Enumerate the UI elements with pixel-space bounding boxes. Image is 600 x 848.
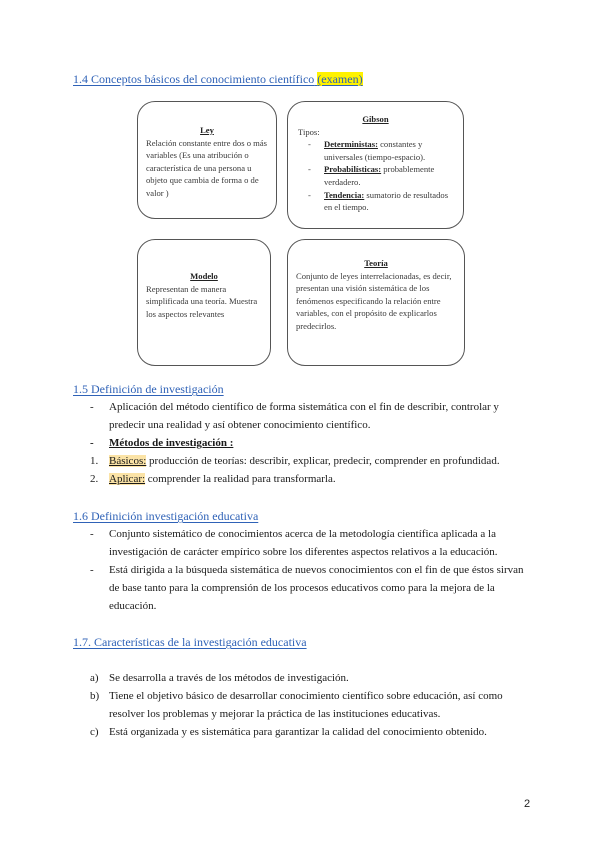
heading-text: 1.4 Conceptos básicos del conocimiento científico xyxy=(73,72,315,86)
box-title: Ley xyxy=(200,125,214,135)
section-heading-1-7: 1.7. Características de la investigación educativa xyxy=(73,635,307,649)
term: Tendencia: xyxy=(324,189,365,200)
section-1-6-body xyxy=(90,525,530,615)
bullet-item xyxy=(90,398,530,434)
bullet-item xyxy=(90,561,530,615)
list-item xyxy=(298,189,453,214)
lettered-item xyxy=(90,723,530,741)
dash-marker: - xyxy=(308,139,311,150)
number-marker: 1. xyxy=(90,455,99,467)
dash-marker: - xyxy=(308,164,311,175)
term: Aplicar: xyxy=(109,473,146,485)
item-text: Se desarrolla a través de los métodos de investigación. xyxy=(109,672,349,684)
bullet-text: Conjunto sistemático de conocimientos acerca de la metodología científica aplicada a la investigación de carácter empírico sobre los diferentes aspectos relativos a la educación. xyxy=(109,528,498,558)
exam-tag: (examen) xyxy=(317,72,363,86)
box-text: Relación constante entre dos o más variables (Es una atribución o característica de una persona u objeto que cambia de forma o de valor ) xyxy=(146,137,267,198)
numbered-item xyxy=(90,470,530,488)
term-text: constantes y universales (tiempo-espacio). xyxy=(324,139,426,162)
box-intro: Tipos: xyxy=(298,126,320,137)
item-text: Está organizada y es sistemática para garantizar la calidad del conocimiento obtenido. xyxy=(109,726,487,738)
section-heading-1-6: 1.6 Definición investigación educativa xyxy=(73,509,259,523)
term-text: sumatorio de resultados en el tiempo. xyxy=(324,189,449,213)
dash-marker: - xyxy=(90,437,94,449)
item-text: Tiene el objetivo básico de desarrollar conocimiento científico sobre educación, así como resolver los problemas y mejorar la práctica de las instituciones educativas. xyxy=(109,690,503,720)
list-item xyxy=(298,138,453,163)
dash-marker: - xyxy=(90,564,94,576)
section-1-5-body xyxy=(90,398,530,488)
methods-label: Métodos de investigación : xyxy=(109,437,234,449)
section-heading-1-5: 1.5 Definición de investigación xyxy=(73,382,224,396)
term: Deterministas: xyxy=(324,139,378,150)
bullet-text: Está dirigida a la búsqueda sistemática de nuevos conocimientos con el fin de que éstos sirvan de base tanto para la comprensión de los procesos educativos como para la mejora de la educación. xyxy=(109,564,524,612)
lettered-item xyxy=(90,687,530,723)
page-number: 2 xyxy=(524,798,531,810)
concept-box-gibson xyxy=(287,101,464,229)
letter-marker: a) xyxy=(90,672,99,684)
box-title: Teoría xyxy=(364,258,388,268)
box-text: Conjunto de leyes interrelacionadas, es decir, presentan una visión sistemática de los fenómenos especificando la relación entre variables, con el propósito de explicarlos predecirlos. xyxy=(296,270,452,331)
section-heading-1-4 xyxy=(73,72,363,87)
term: Básicos: xyxy=(109,455,147,467)
letter-marker: b) xyxy=(90,690,100,702)
item-text: comprender la realidad para transformarla. xyxy=(145,473,336,485)
list-item xyxy=(298,163,453,188)
letter-marker: c) xyxy=(90,726,99,738)
term-text: probablemente verdadero. xyxy=(324,164,435,187)
item-text: producción de teorías: describir, explicar, predecir, comprender en profundidad. xyxy=(146,455,500,467)
concept-box-modelo xyxy=(137,239,271,366)
numbered-item xyxy=(90,452,530,470)
methods-label-row xyxy=(90,434,530,452)
concept-box-teoria xyxy=(287,239,465,366)
term: Probabilísticas: xyxy=(324,164,382,175)
bullet-item xyxy=(90,525,530,561)
gibson-types-list xyxy=(298,138,453,214)
concept-box-ley xyxy=(137,101,277,219)
dash-marker: - xyxy=(308,189,311,200)
bullet-text: Aplicación del método científico de forma sistemática con el fin de describir, controlar y predecir una realidad y así obtener conocimiento científico. xyxy=(109,401,499,431)
box-text: Representan de manera simplificada una teoría. Muestra los aspectos relevantes xyxy=(146,283,258,319)
lettered-item xyxy=(90,669,530,687)
dash-marker: - xyxy=(90,528,94,540)
dash-marker: - xyxy=(90,401,94,413)
box-title: Gibson xyxy=(362,114,389,124)
section-1-7-body xyxy=(90,669,530,741)
number-marker: 2. xyxy=(90,473,99,485)
box-title: Modelo xyxy=(190,271,218,281)
